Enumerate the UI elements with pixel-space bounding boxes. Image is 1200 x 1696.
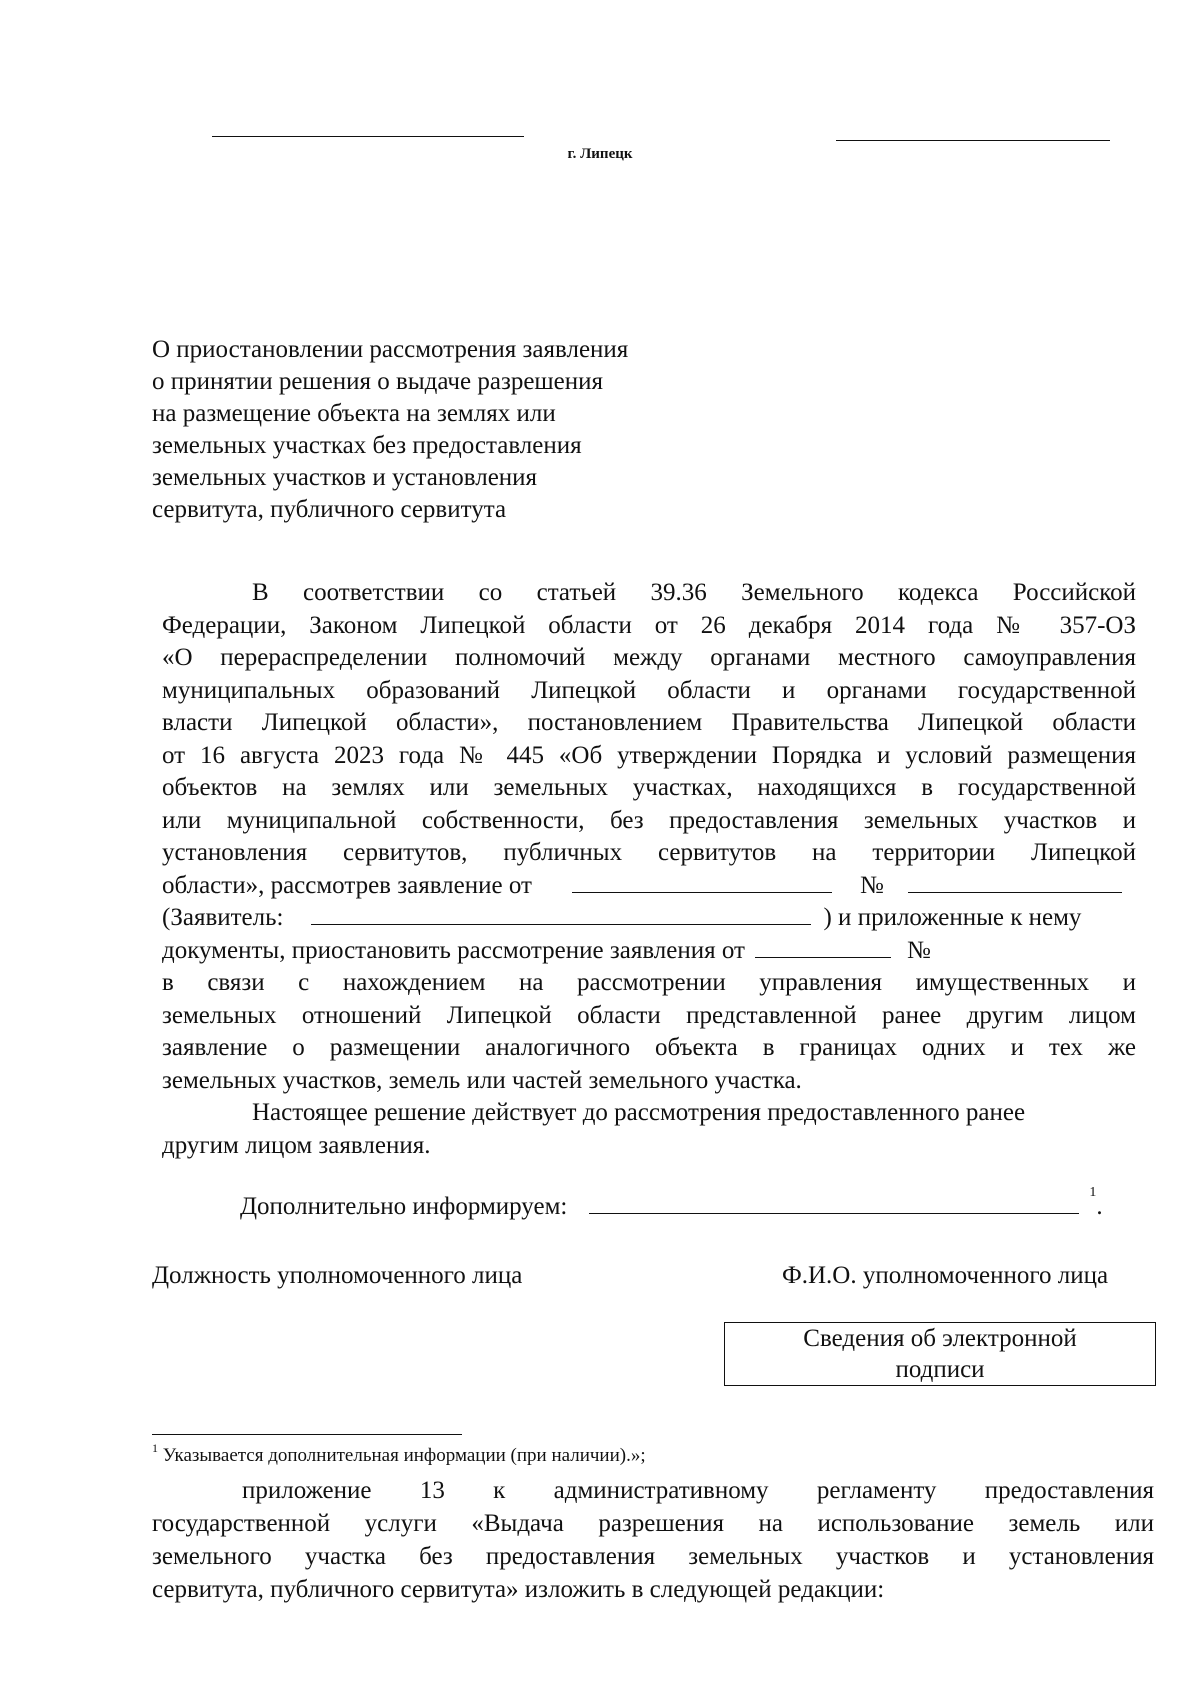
- amendment-line: сервитута, публичного сервитута» изложить в следующей редакции:: [152, 1576, 885, 1603]
- validity-line: Настоящее решение действует до рассмотрения предоставленного ранее: [252, 1099, 1026, 1126]
- number-sign: №: [906, 936, 931, 964]
- electronic-signature-box: [724, 1322, 1156, 1386]
- number-sign: №: [859, 871, 884, 899]
- body-line: Федерации, Законом Липецкой области от 26 декабря 2014 года № 357-ОЗ: [162, 611, 1136, 639]
- body-line: земельных участков, земель или частей земельного участка.: [162, 1066, 802, 1094]
- body-line: заявление о размещении аналогичного объекта в границах одних и тех же: [162, 1034, 1136, 1061]
- documents-line: [162, 935, 1136, 968]
- footnote: [152, 1441, 646, 1467]
- amendment-line: земельного участка без предоставления земельных участков и установления: [152, 1543, 1154, 1570]
- applicant-label: (Заявитель:: [162, 904, 284, 931]
- document-title: [152, 334, 628, 526]
- documents-date-blank: [755, 935, 891, 958]
- additional-info-label: Дополнительно информируем:: [240, 1193, 568, 1220]
- additional-info-line: [240, 1185, 1103, 1221]
- official-name: Ф.И.О. уполномоченного лица: [782, 1262, 1109, 1289]
- footnote-reference: 1: [1089, 1185, 1097, 1200]
- date-blank-line: [212, 136, 524, 137]
- body-line: муниципальных образований Липецкой области и органами государственной: [162, 676, 1136, 704]
- body-line: земельных отношений Липецкой области представленной ранее другим лицом: [162, 1001, 1136, 1029]
- amendment-line: государственной услуги «Выдача разрешения на использование земель или: [152, 1510, 1154, 1537]
- title-line: земельных участках без предоставления: [152, 432, 582, 459]
- title-line: сервитута, публичного сервитута: [152, 496, 507, 523]
- body-line: установления сервитутов, публичных сервитутов на территории Липецкой: [162, 839, 1136, 866]
- esign-line: подписи: [895, 1356, 985, 1383]
- body-line: или муниципальной собственности, без предоставления земельных участков и: [162, 806, 1136, 834]
- title-line: о принятии решения о выдаче разрешения: [152, 368, 604, 395]
- application-date-line: [162, 870, 1136, 903]
- number-blank-line: [836, 140, 1110, 141]
- title-line: земельных участков и установления: [152, 464, 538, 491]
- validity-line: другим лицом заявления.: [162, 1131, 431, 1159]
- body-line: В соответствии со статьей 39.36 Земельного кодекса Российской: [252, 579, 1136, 606]
- body-line: от 16 августа 2023 года № 445 «Об утверждении Порядка и условий размещения: [162, 741, 1136, 769]
- official-position: Должность уполномоченного лица: [152, 1262, 523, 1289]
- documents-label: документы, приостановить рассмотрение заявления от: [162, 936, 745, 964]
- footnote-text: Указывается дополнительная информации (при наличии).»;: [158, 1445, 646, 1466]
- additional-info-end: .: [1096, 1193, 1103, 1220]
- title-line: на размещение объекта на землях или: [152, 400, 556, 427]
- city-name: г. Липецк: [567, 146, 633, 162]
- footnote-mark: 1: [152, 1441, 158, 1455]
- applicant-line: [162, 902, 1136, 935]
- application-number-blank: [908, 870, 1122, 893]
- body-line: власти Липецкой области», постановлением Правительства Липецкой области: [162, 709, 1136, 736]
- body-line: объектов на землях или земельных участках, находящихся в государственной: [162, 774, 1136, 801]
- applicant-blank: [311, 902, 811, 925]
- additional-info-blank: [589, 1191, 1079, 1214]
- applicant-suffix: ) и приложенные к нему: [823, 904, 1082, 931]
- application-date-blank: [572, 870, 832, 893]
- decision-body: [162, 577, 1136, 1162]
- application-label: области», рассмотрев заявление от: [162, 871, 532, 899]
- amendment-line: приложение 13 к административному регламенту предоставления: [242, 1477, 1154, 1504]
- footnote-separator: [152, 1434, 462, 1435]
- esign-line: Сведения об электронной: [803, 1325, 1077, 1352]
- body-line: «О перераспределении полномочий между органами местного самоуправления: [162, 644, 1136, 671]
- title-line: О приостановлении рассмотрения заявления: [152, 336, 629, 363]
- body-line: в связи с нахождением на рассмотрении управления имущественных и: [162, 969, 1136, 996]
- amendment-text: [152, 1474, 1154, 1606]
